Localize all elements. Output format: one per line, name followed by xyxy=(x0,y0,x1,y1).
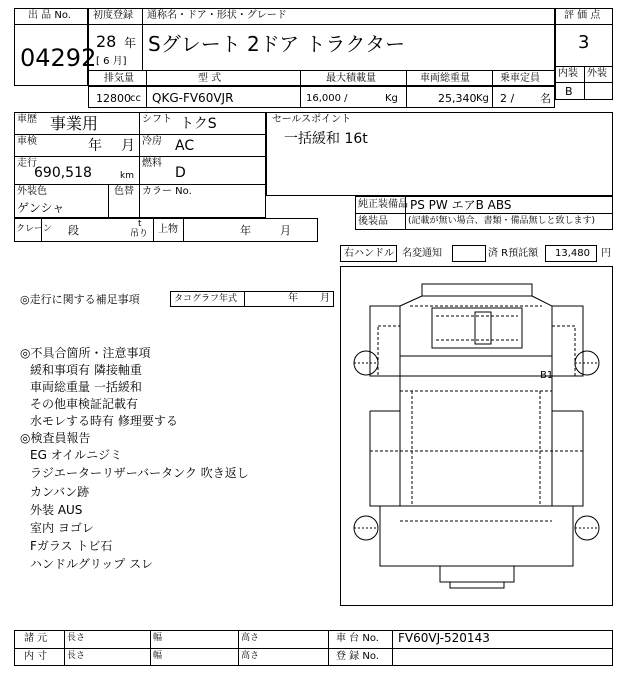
ac-value: AC xyxy=(175,138,195,154)
crane-t: t xyxy=(138,219,142,229)
capacity-label: 乗車定員 xyxy=(500,73,540,84)
aftermarket-note: (記載が無い場合、書類・備品無しと致します) xyxy=(408,216,596,226)
tacho-label: タコグラフ年式 xyxy=(174,294,238,304)
history-value: 事業用 xyxy=(50,114,99,133)
length-label: 長さ xyxy=(67,633,86,643)
chassis-number: FV60VJ-520143 xyxy=(398,631,490,645)
tacho-month: 月 xyxy=(320,293,330,304)
inspection-month: 月 xyxy=(121,138,135,154)
fuel-label: 燃料 xyxy=(142,158,162,169)
reg-month: [ 6 月] xyxy=(96,56,127,67)
name-label: 通称名・ドア・形状・グレード xyxy=(147,10,287,21)
body-month: 月 xyxy=(280,224,291,237)
chassis-label: 車 台 No. xyxy=(336,633,379,644)
dims-label: 諸 元 xyxy=(24,633,48,644)
displacement-unit: cc xyxy=(130,93,141,104)
note-line: 外装 AUS xyxy=(30,503,83,517)
crane-label: クレーン xyxy=(16,224,52,234)
first-reg-label: 初度登録 xyxy=(93,10,133,21)
exterior-color-value: ゲンシャ xyxy=(17,201,65,215)
note-line: Fガラス トビ石 xyxy=(30,539,113,553)
lot-label: 出 品 No. xyxy=(28,10,71,21)
body-label: 上物 xyxy=(158,224,178,235)
note-line: 室内 ヨゴレ xyxy=(30,521,94,535)
displacement-value: 12800 xyxy=(96,92,131,105)
note-line: ◎検査員報告 xyxy=(20,431,91,445)
height-label: 高さ xyxy=(241,633,260,643)
gross-weight-value: 25,340 xyxy=(438,92,477,105)
rating-label: 評 価 点 xyxy=(564,10,601,21)
sales-point-text: 一括緩和 16t xyxy=(284,131,368,147)
note-line: その他車検証記載有 xyxy=(30,397,139,411)
inner-height-label: 高さ xyxy=(241,651,260,661)
tacho-year: 年 xyxy=(288,293,298,304)
body-year: 年 xyxy=(240,224,251,237)
max-load-unit: Kg xyxy=(385,93,398,104)
steering-value: 右ハンドル xyxy=(344,248,394,259)
displacement-label: 排気量 xyxy=(104,73,134,84)
color-no-label: カラー No. xyxy=(142,186,192,197)
reg-year-unit: 年 xyxy=(124,36,137,50)
interior-label: 内装 xyxy=(558,68,578,79)
inner-length-label: 長さ xyxy=(67,651,86,661)
name-change-label: 名変通知 xyxy=(402,248,442,259)
note-line: 車両総重量 一括緩和 xyxy=(30,380,142,394)
fuel-value: D xyxy=(175,165,186,181)
aftermarket-label: 後装品 xyxy=(358,216,388,227)
max-load-value: 16,000 / xyxy=(306,93,348,104)
capacity-value: 2 / xyxy=(500,92,515,105)
inspection-year: 年 xyxy=(88,138,102,154)
crane-stage: 段 xyxy=(68,224,79,237)
vehicle-title: Sグレート 2ドア トラクター xyxy=(148,32,406,56)
interior-grade: B xyxy=(565,85,573,98)
model-label: 型 式 xyxy=(198,73,222,84)
driving-notes-label: ◎走行に関する補足事項 xyxy=(20,293,140,306)
note-line: ハンドルグリップ スレ xyxy=(30,557,154,571)
inner-label: 内 寸 xyxy=(24,651,48,662)
crane-lift: 吊り xyxy=(130,229,149,239)
exterior-label: 外装 xyxy=(587,68,607,79)
name-change-checkbox xyxy=(452,245,486,262)
shift-value: トクS xyxy=(180,116,217,132)
width-label: 幅 xyxy=(153,633,163,643)
note-line: ラジエーターリザーバータンク 吹き返し xyxy=(30,466,249,480)
reg-year: 28 xyxy=(96,32,117,51)
truck-outline-diagram xyxy=(340,266,613,606)
registration-label: 登 録 No. xyxy=(336,651,379,662)
exterior-color-label: 外装色 xyxy=(17,186,47,197)
lot-number: 04292 xyxy=(20,44,97,72)
note-line: EG オイルニジミ xyxy=(30,448,123,462)
gross-weight-label: 車両総重量 xyxy=(420,73,470,84)
note-line: ◎不具合箇所・注意事項 xyxy=(20,346,151,360)
note-line: カンバン跡 xyxy=(30,485,90,499)
std-equipment-label: 純正装備品 xyxy=(358,199,408,210)
shift-label: シフト xyxy=(142,114,172,125)
note-line: 緩和事項有 隣接軸重 xyxy=(30,363,142,377)
inspection-label: 車検 xyxy=(17,136,37,147)
recycle-label: 済 R預託額 xyxy=(488,248,539,259)
gross-weight-unit: Kg xyxy=(476,93,489,104)
recycle-amount: 13,480 xyxy=(555,248,590,259)
ac-label: 冷房 xyxy=(142,136,162,147)
rating-value: 3 xyxy=(578,32,590,53)
mileage-unit: km xyxy=(120,171,134,181)
recycle-unit: 円 xyxy=(601,248,611,259)
capacity-unit: 名 xyxy=(540,92,551,105)
model-value: QKG-FV60VJR xyxy=(152,91,234,105)
inner-width-label: 幅 xyxy=(153,651,163,661)
max-load-label: 最大積載量 xyxy=(326,73,376,84)
damage-mark: B1 xyxy=(540,370,554,381)
mileage-label: 走行 xyxy=(17,158,37,169)
note-line: 水モレする時有 修理要する xyxy=(30,414,178,428)
color-change-label: 色替 xyxy=(114,186,134,197)
mileage-value: 690,518 xyxy=(34,165,92,181)
std-equipment-value: PS PW エアB ABS xyxy=(410,198,512,212)
sales-point-label: セールスポイント xyxy=(272,114,352,125)
history-label: 車歴 xyxy=(17,114,37,125)
